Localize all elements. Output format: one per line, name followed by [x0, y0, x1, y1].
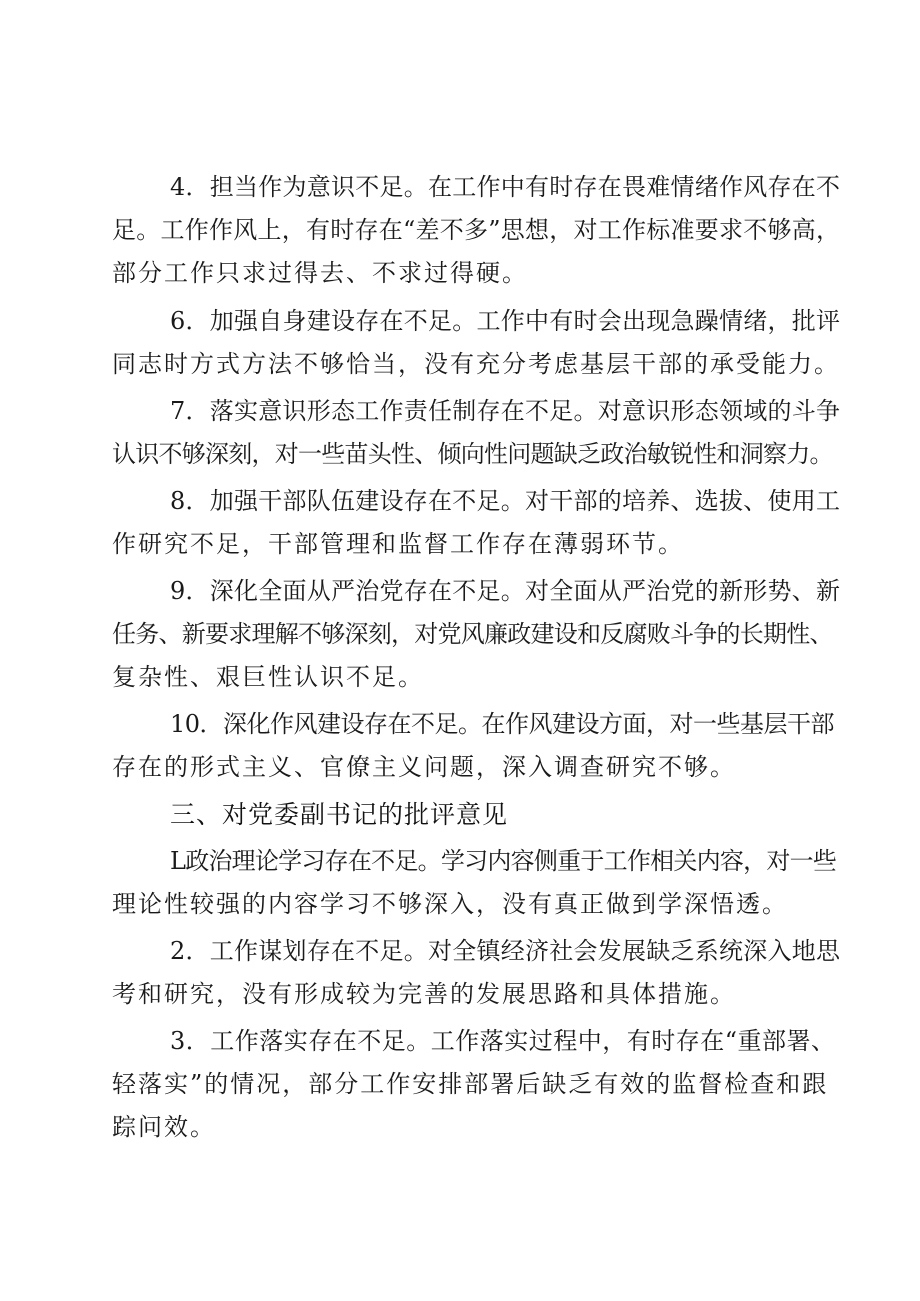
paragraph-10-line-2: 存在的形式主义、官僚主义问题，深入调查研究不够。 [112, 753, 736, 781]
paragraph-8-line-1: 8．加强干部队伍建设存在不足。对干部的培养、选拔、使用工 [170, 487, 841, 515]
section-paragraph-1-line-2: 理论性较强的内容学习不够深入，没有真正做到学深悟透。 [112, 890, 788, 918]
paragraph-4-line-2: 足。工作作风上，有时存在“差不多”思想，对工作标准要求不够高， [112, 216, 841, 244]
paragraph-6-line-2: 同志时方式方法不够恰当，没有充分考虑基层干部的承受能力。 [112, 350, 840, 378]
paragraph-7-line-2: 认识不够深刻，对一些苗头性、倾向性问题缺乏政治敏锐性和洞察力。 [112, 440, 833, 468]
paragraph-9-line-2: 任务、新要求理解不够深刻，对党风廉政建设和反腐败斗争的长期性、 [112, 620, 833, 648]
section-paragraph-2-line-1: 2．工作谋划存在不足。对全镇经济社会发展缺乏系统深入地思 [170, 937, 841, 965]
section-paragraph-3-line-2: 轻落实”的情况，部分工作安排部署后缺乏有效的监督检查和跟 [112, 1070, 829, 1098]
paragraph-9-line-3: 复杂性、艰巨性认识不足。 [112, 663, 424, 691]
section-paragraph-3-line-3: 踪问效。 [112, 1113, 216, 1141]
paragraph-10-line-1: 10．深化作风建设存在不足。在作风建设方面，对一些基层干部 [170, 710, 835, 738]
paragraph-8-line-2: 作研究不足，干部管理和监督工作存在薄弱环节。 [112, 530, 684, 558]
paragraph-7-line-1: 7．落实意识形态工作责任制存在不足。对意识形态领域的斗争 [170, 397, 841, 425]
section-paragraph-2-line-2: 考和研究，没有形成较为完善的发展思路和具体措施。 [112, 980, 736, 1008]
paragraph-4-line-1: 4．担当作为意识不足。在工作中有时存在畏难情绪作风存在不 [170, 173, 841, 201]
paragraph-9-line-1: 9．深化全面从严治党存在不足。对全面从严治党的新形势、新 [170, 577, 841, 605]
paragraph-6-line-1: 6．加强自身建设存在不足。工作中有时会出现急躁情绪，批评 [170, 307, 841, 335]
section-paragraph-1-line-1: L政治理论学习存在不足。学习内容侧重于工作相关内容，对一些 [170, 847, 837, 875]
section-heading: 三、对党委副书记的批评意见 [170, 800, 509, 829]
paragraph-4-line-3: 部分工作只求过得去、不求过得硬。 [112, 259, 528, 287]
section-paragraph-3-line-1: 3．工作落实存在不足。工作落实过程中，有时存在“重部署、 [170, 1027, 836, 1055]
